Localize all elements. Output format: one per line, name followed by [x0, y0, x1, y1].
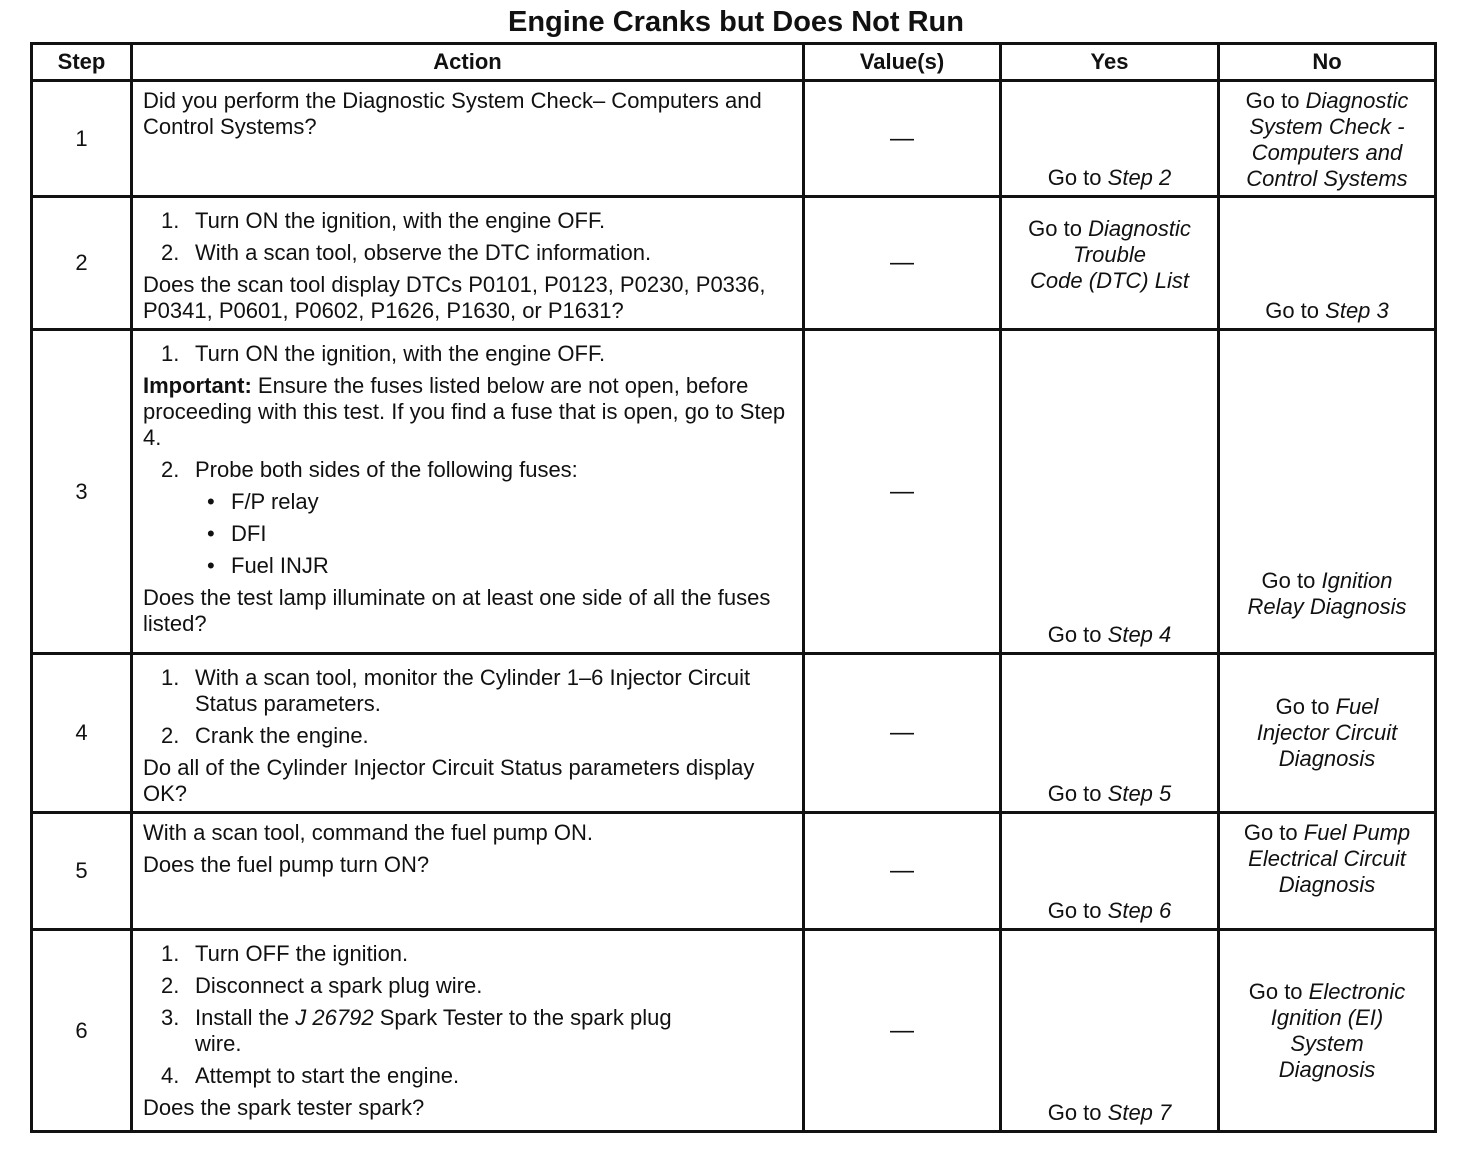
yes-prefix: Go to — [1047, 781, 1102, 806]
no-prefix: Go to — [1245, 88, 1300, 113]
no-target: Control Systems — [1246, 166, 1408, 191]
action-cell — [132, 330, 804, 654]
substep: 1. Turn ON the ignition, with the engine OFF. — [161, 341, 606, 366]
no-target: Ignition — [1321, 568, 1393, 593]
header-step: Step — [32, 44, 132, 81]
yes-prefix: Go to — [1047, 622, 1102, 647]
value-cell: — — [804, 654, 1001, 813]
no-target: System Check - — [1249, 114, 1405, 139]
action-question: Do all of the Cylinder Injector Circuit Status parameters display OK? — [143, 755, 755, 806]
table-row — [32, 330, 1436, 654]
value-cell: — — [804, 330, 1001, 654]
yes-target: Trouble — [1073, 242, 1146, 267]
no-prefix: Go to — [1243, 820, 1298, 845]
yes-cell — [1001, 81, 1219, 197]
yes-target: Step 6 — [1107, 898, 1172, 923]
yes-prefix: Go to — [1047, 165, 1102, 190]
no-cell — [1219, 813, 1436, 930]
substep: 2. Disconnect a spark plug wire. — [161, 973, 483, 998]
list-item: • F/P relay — [207, 489, 319, 514]
action-question: Does the scan tool display DTCs P0101, P0123, P0230, P0336, P0341, P0601, P0602, P1626, P1630, or P1631? — [143, 272, 766, 323]
no-cell — [1219, 81, 1436, 197]
step-number: 6 — [32, 930, 132, 1132]
action-question: Does the fuel pump turn ON? — [143, 852, 430, 877]
yes-prefix: Go to — [1028, 216, 1082, 241]
no-target: Fuel Pump — [1303, 820, 1411, 845]
substep: 2. With a scan tool, observe the DTC information. — [161, 240, 652, 265]
yes-cell — [1001, 197, 1219, 330]
table-row — [32, 654, 1436, 813]
substep: 1. Turn OFF the ignition. — [161, 941, 409, 966]
yes-cell — [1001, 654, 1219, 813]
yes-prefix: Go to — [1047, 1100, 1102, 1125]
action-cell — [132, 197, 804, 330]
table-row — [32, 197, 1436, 330]
yes-prefix: Go to — [1047, 898, 1102, 923]
important-note: Important: Ensure the fuses listed below are not open, before proceeding with this test. If you find a fuse that is open, go to Step 4. — [143, 373, 786, 450]
no-target: Electrical Circuit — [1248, 846, 1406, 871]
table-row — [32, 813, 1436, 930]
no-target: Computers and — [1251, 140, 1403, 165]
substep: 2. Probe both sides of the following fuses: — [161, 457, 578, 482]
yes-target: Diagnostic — [1088, 216, 1191, 241]
action-question: Does the test lamp illuminate on at least one side of all the fuses listed? — [143, 585, 771, 636]
value-cell: — — [804, 197, 1001, 330]
no-target: Diagnosis — [1278, 746, 1376, 771]
action-cell — [132, 930, 804, 1132]
yes-target: Step 5 — [1107, 781, 1172, 806]
yes-target: Step 2 — [1107, 165, 1172, 190]
no-target: Relay Diagnosis — [1247, 594, 1407, 619]
no-target: Injector Circuit — [1256, 720, 1398, 745]
header-no: No — [1219, 44, 1436, 81]
value-cell: — — [804, 81, 1001, 197]
yes-target: Step 7 — [1107, 1100, 1172, 1125]
header-yes: Yes — [1001, 44, 1219, 81]
action-cell — [132, 813, 804, 930]
no-prefix: Go to — [1275, 694, 1330, 719]
no-cell — [1219, 654, 1436, 813]
no-cell — [1219, 930, 1436, 1132]
no-target: Electronic — [1308, 978, 1406, 1004]
no-prefix: Go to — [1265, 298, 1320, 323]
table-row — [32, 930, 1436, 1132]
substep: 1. Turn ON the ignition, with the engine OFF. — [161, 208, 606, 233]
no-target: Fuel — [1335, 694, 1379, 719]
no-target: System — [1290, 1030, 1364, 1056]
header-row — [32, 44, 1436, 81]
no-target: Step 3 — [1325, 298, 1389, 323]
step-number: 4 — [32, 654, 132, 813]
page-title: Engine Cranks but Does Not Run — [508, 6, 964, 38]
action-instruction: With a scan tool, command the fuel pump ON. — [143, 820, 593, 845]
action-cell — [132, 654, 804, 813]
action-question: Did you perform the Diagnostic System Check– Computers and Control Systems? — [143, 88, 762, 139]
value-cell: — — [804, 930, 1001, 1132]
no-target: Ignition (EI) — [1270, 1004, 1384, 1030]
yes-cell — [1001, 330, 1219, 654]
no-target: Diagnosis — [1278, 872, 1376, 897]
header-values: Value(s) — [804, 44, 1001, 81]
yes-cell — [1001, 813, 1219, 930]
step-number: 5 — [32, 813, 132, 930]
no-prefix: Go to — [1248, 978, 1303, 1004]
substep: 3. Install the J 26792 Spark Tester to the spark plug wire. — [161, 1005, 672, 1056]
no-cell — [1219, 330, 1436, 654]
diagnostic-table — [30, 42, 1437, 1133]
list-item: • DFI — [207, 521, 267, 546]
header-action: Action — [132, 44, 804, 81]
step-number: 3 — [32, 330, 132, 654]
substep: 1. With a scan tool, monitor the Cylinder 1–6 Injector Circuit Status parameters. — [161, 665, 751, 716]
substep: 2. Crank the engine. — [161, 723, 369, 748]
substep: 4. Attempt to start the engine. — [161, 1063, 460, 1088]
no-prefix: Go to — [1261, 568, 1316, 593]
list-item: • Fuel INJR — [207, 553, 329, 578]
yes-cell — [1001, 930, 1219, 1132]
no-target: Diagnostic — [1305, 88, 1409, 113]
yes-target: Code (DTC) List — [1030, 268, 1189, 293]
action-cell — [132, 81, 804, 197]
value-cell: — — [804, 813, 1001, 930]
no-cell — [1219, 197, 1436, 330]
yes-target: Step 4 — [1107, 622, 1172, 647]
table-row — [32, 81, 1436, 197]
step-number: 2 — [32, 197, 132, 330]
no-target: Diagnosis — [1278, 1056, 1376, 1082]
action-question: Does the spark tester spark? — [143, 1095, 425, 1120]
step-number: 1 — [32, 81, 132, 197]
